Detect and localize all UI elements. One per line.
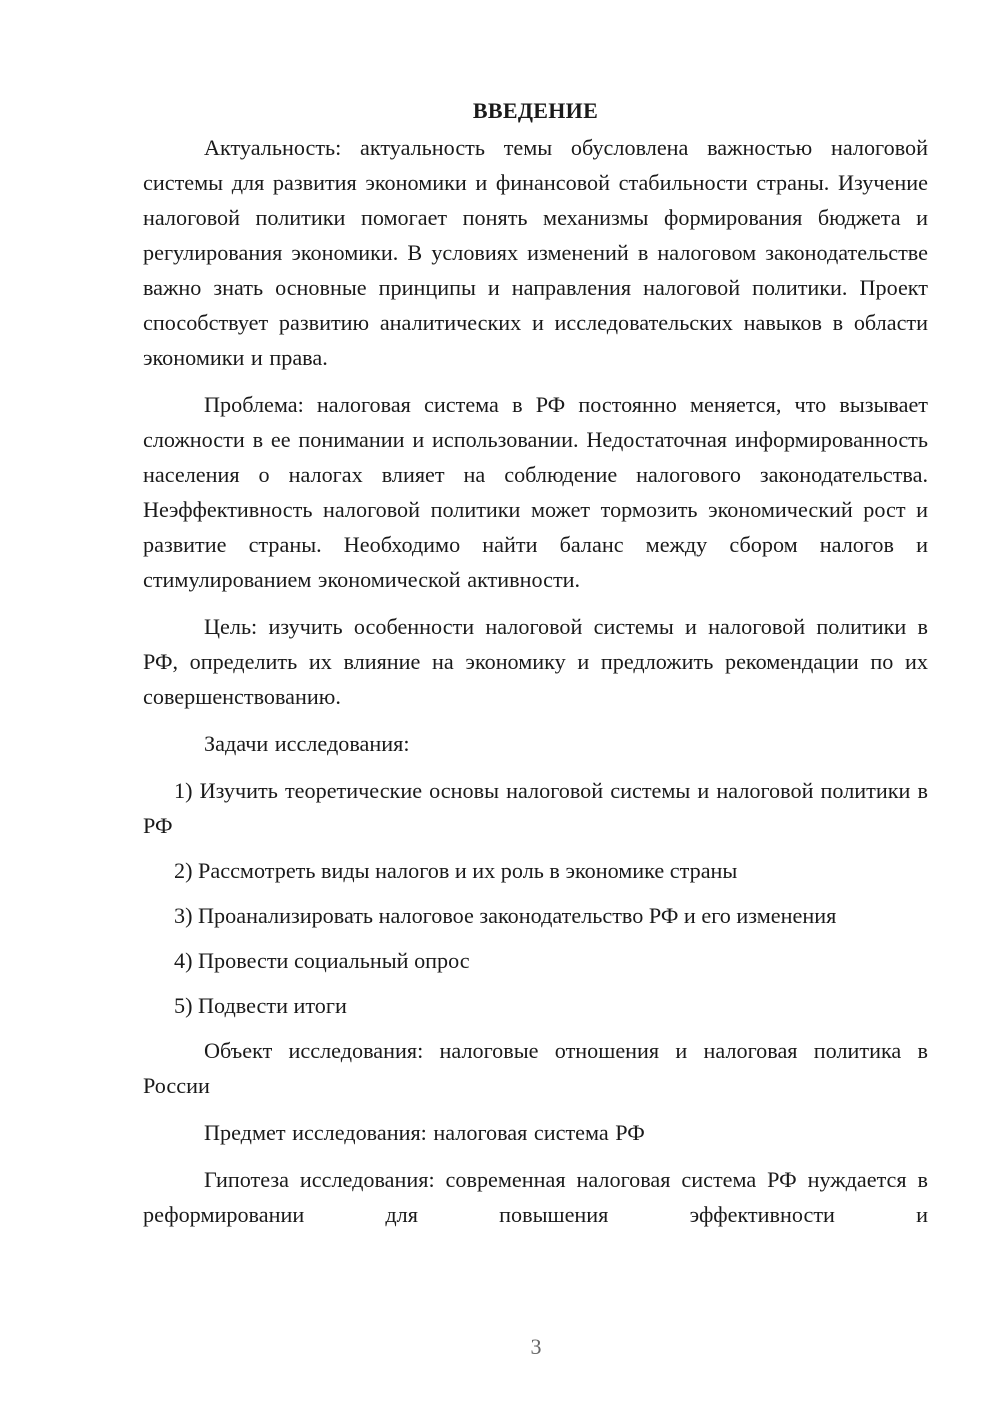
paragraph-goal: Цель: изучить особенности налоговой системы и налоговой политики в РФ, определить их влияние на экономику и предложить рекомендации по их совершенствованию. <box>143 614 928 709</box>
list-item: 2) Рассмотреть виды налогов и их роль в экономике страны <box>174 858 738 883</box>
list-item: 5) Подвести итоги <box>174 993 347 1018</box>
tasks-heading: Задачи исследования: <box>204 731 410 756</box>
paragraph-subject: Предмет исследования: налоговая система РФ <box>204 1120 645 1145</box>
paragraph-relevance: Актуальность: актуальность темы обусловлена важностью налоговой системы для развития экономики и финансовой стабильности страны. Изучение налоговой политики помогает понять механизмы формирования бюджета и регулирования экономики. В условиях изменений в налоговом законодательстве важно знать основные принципы и направления налоговой политики. Проект способствует развитию аналитических и исследовательских навыков в области экономики и права. <box>143 135 928 370</box>
list-item: 4) Провести социальный опрос <box>174 948 470 973</box>
paragraph-problem: Проблема: налоговая система в РФ постоянно меняется, что вызывает сложности в ее понимании и использовании. Недостаточная информированность населения о налогах влияет на соблюдение налогового законодательства. Неэффективность налоговой политики может тормозить экономический рост и развитие страны. Необходимо найти баланс между сбором налогов и стимулированием экономической активности. <box>143 392 928 592</box>
document-page <box>143 96 928 1232</box>
list-item: 1) Изучить теоретические основы налоговой системы и налоговой политики в РФ <box>143 778 928 838</box>
page-number: 3 <box>530 1334 542 1359</box>
tasks-list <box>143 773 928 1023</box>
list-item: 3) Проанализировать налоговое законодательство РФ и его изменения <box>174 903 837 928</box>
page-title: ВВЕДЕНИЕ <box>472 98 599 123</box>
paragraph-hypothesis: Гипотеза исследования: современная налоговая система РФ нуждается в реформировании для повышения эффективности и <box>143 1167 928 1227</box>
paragraph-object: Объект исследования: налоговые отношения и налоговая политика в России <box>143 1038 928 1098</box>
